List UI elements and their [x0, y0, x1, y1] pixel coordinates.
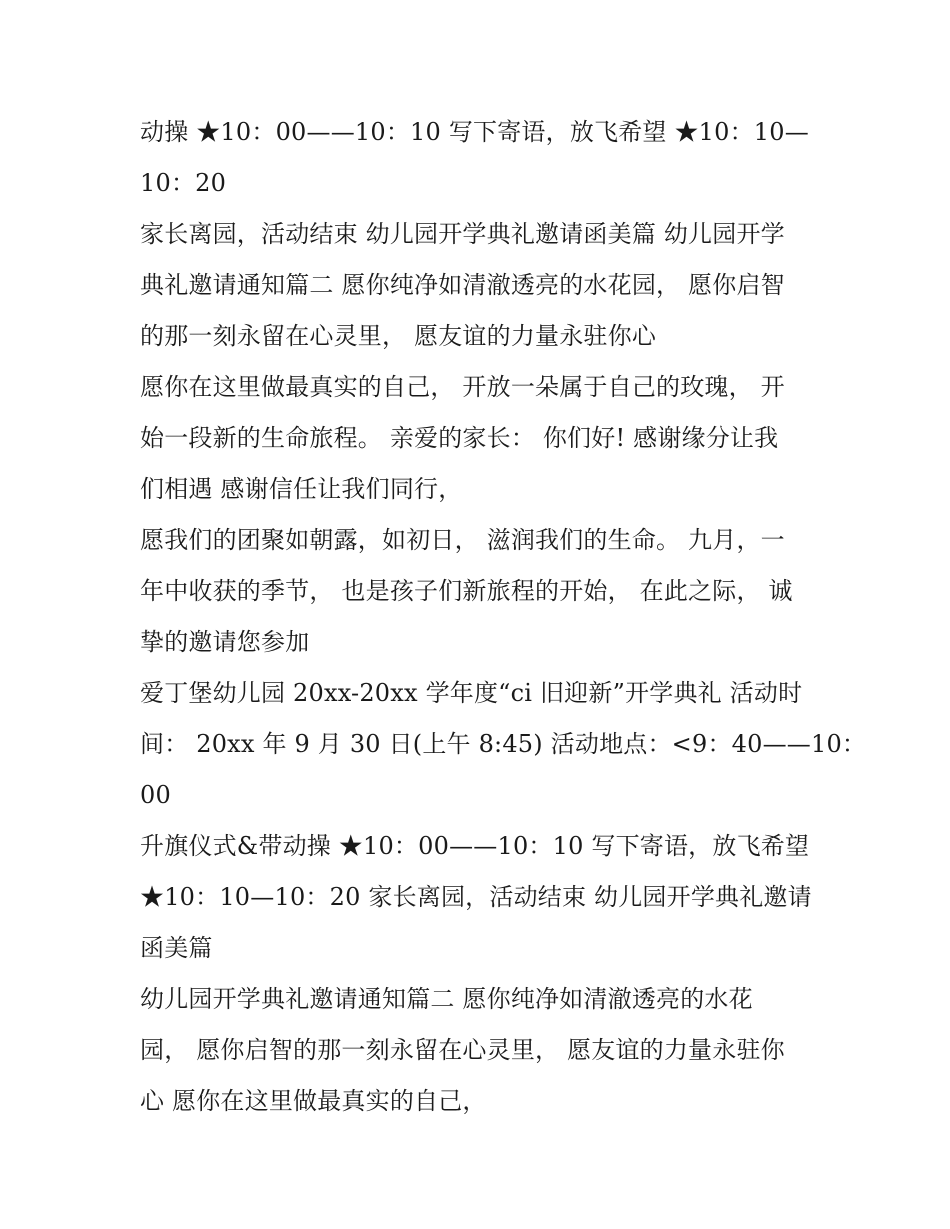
text-line: 年中收获的季节， 也是孩子们新旅程的开始， 在此之际， 诚: [140, 577, 793, 605]
text-line: 动操 ★10：00——10：10 写下寄语，放飞希望 ★10：10—: [140, 118, 809, 146]
text-line: 们相遇 感谢信任让我们同行，: [140, 475, 463, 503]
text-line: 的那一刻永留在心灵里， 愿友谊的力量永驻你心: [140, 322, 657, 350]
text-line: 家长离园，活动结束 幼儿园开学典礼邀请函美篇 幼儿园开学: [140, 220, 785, 248]
text-line: ★10：10—10：20 家长离园，活动结束 幼儿园开学典礼邀请: [140, 883, 812, 911]
text-line: 00: [140, 781, 171, 809]
text-line: 心 愿你在这里做最真实的自己，: [140, 1087, 487, 1115]
text-line: 间： 20xx 年 9 月 30 日(上午 8:45) 活动地点：<9：40——10：: [140, 730, 867, 758]
text-line: 挚的邀请您参加: [140, 628, 310, 656]
body-text: [140, 107, 867, 1127]
text-line: 升旗仪式&带动操 ★10：00——10：10 写下寄语，放飞希望: [140, 832, 810, 860]
text-line: 典礼邀请通知篇二 愿你纯净如清澈透亮的水花园， 愿你启智: [140, 271, 785, 299]
text-line: 爱丁堡幼儿园 20xx-20xx 学年度“ci 旧迎新”开学典礼 活动时: [140, 679, 803, 707]
text-line: 函美篇: [140, 934, 213, 962]
text-line: 愿我们的团聚如朝露，如初日， 滋润我们的生命。 九月，一: [140, 526, 785, 554]
text-line: 园， 愿你启智的那一刻永留在心灵里， 愿友谊的力量永驻你: [140, 1036, 785, 1064]
text-line: 10：20: [140, 169, 227, 197]
text-line: 始一段新的生命旅程。 亲爱的家长： 你们好! 感谢缘分让我: [140, 424, 779, 452]
text-line: 幼儿园开学典礼邀请通知篇二 愿你纯净如清澈透亮的水花: [140, 985, 753, 1013]
text-line: 愿你在这里做最真实的自己， 开放一朵属于自己的玫瑰， 开: [140, 373, 785, 401]
